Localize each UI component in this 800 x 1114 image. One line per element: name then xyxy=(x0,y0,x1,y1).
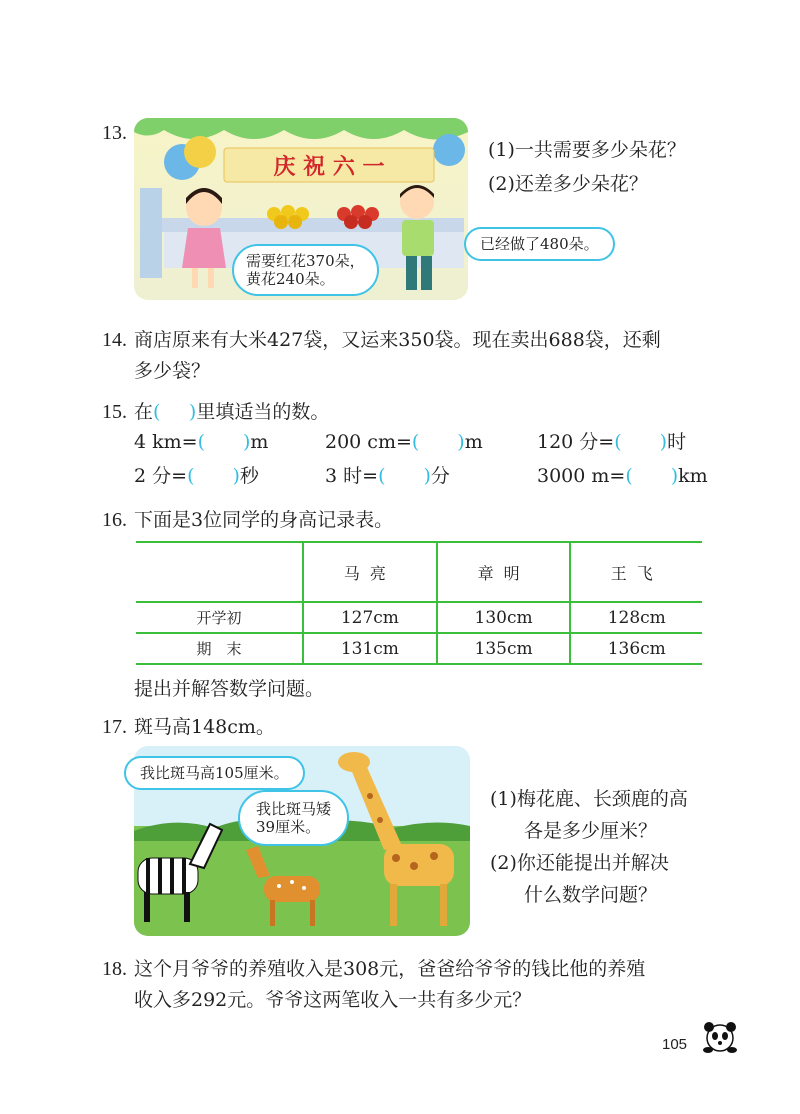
panda-icon xyxy=(700,1016,740,1060)
table-cell: 136cm xyxy=(570,633,702,664)
q17-sub2-line2: 什么数学问题？ xyxy=(524,884,658,906)
q14-line2: 多少袋？ xyxy=(134,360,211,382)
q17-text: 斑马高148cm。 xyxy=(134,716,275,738)
table-cell: 开学初 xyxy=(136,602,303,633)
answer-blank[interactable]: ( ) xyxy=(197,431,251,453)
q15-item-2 xyxy=(325,430,483,454)
q15-item-5-text: 3 时= xyxy=(325,465,379,487)
q18-line2: 收入多292元。爷爷这两笔收入一共有多少元？ xyxy=(134,989,532,1011)
q18-number: 18. xyxy=(102,958,127,980)
q15-item-1-unit: m xyxy=(250,431,269,453)
q15-item-4 xyxy=(134,464,259,488)
q14-number: 14. xyxy=(102,329,127,351)
q17-sub2-line1: (2)你还能提出并解决 xyxy=(490,852,669,874)
q15-intro-post: 里填适当的数。 xyxy=(196,401,330,423)
q15-item-5 xyxy=(325,464,450,488)
table-header-cell: 章明 xyxy=(437,542,571,602)
answer-blank[interactable]: ( ) xyxy=(411,431,465,453)
q16-intro: 下面是3位同学的身高记录表。 xyxy=(134,509,394,531)
deer-speech-bubble xyxy=(238,790,349,846)
boy-speech-bubble: 已经做了480朵。 xyxy=(464,227,615,261)
table-header-cell: 马亮 xyxy=(303,542,437,602)
q15-item-3 xyxy=(537,430,686,454)
q16-number: 16. xyxy=(102,509,127,531)
table-header-cell: 王飞 xyxy=(570,542,702,602)
deer-speech-line2: 39厘米。 xyxy=(256,818,321,836)
q13-number: 13. xyxy=(102,122,127,144)
q15-intro-pre: 在 xyxy=(134,401,154,423)
q15-item-5-unit: 分 xyxy=(430,465,450,487)
table-cell: 135cm xyxy=(437,633,571,664)
page-number: 105 xyxy=(662,1036,688,1053)
q17-number: 17. xyxy=(102,716,127,738)
answer-blank[interactable]: ( ) xyxy=(378,465,431,487)
girl-speech-bubble xyxy=(232,244,379,296)
deer-speech-line1: 我比斑马矮 xyxy=(256,800,332,818)
q15-item-2-unit: m xyxy=(464,431,483,453)
q15-item-6-unit: km xyxy=(678,465,708,487)
answer-blank[interactable]: ( ) xyxy=(187,465,240,487)
table-cell: 127cm xyxy=(303,602,437,633)
table-cell: 期 末 xyxy=(136,633,303,664)
q15-item-1-text: 4 km= xyxy=(134,431,198,453)
height-table xyxy=(136,541,702,665)
table-row xyxy=(136,602,702,633)
q17-sub1-line2: 各是多少厘米？ xyxy=(524,820,658,842)
example-blank: ( ) xyxy=(153,401,197,423)
q13-sub1: (1)一共需要多少朵花？ xyxy=(488,139,686,161)
q14-line1: 商店原来有大米427袋，又运来350袋。现在卖出688袋，还剩 xyxy=(134,329,661,351)
q15-item-3-unit: 时 xyxy=(667,431,687,453)
q13-sub2: (2)还差多少朵花？ xyxy=(488,173,648,195)
q16-prompt: 提出并解答数学问题。 xyxy=(134,678,325,700)
table-row xyxy=(136,633,702,664)
q15-item-1 xyxy=(134,430,268,454)
girl-speech-line2: 黄花240朵。 xyxy=(246,270,335,288)
q15-item-4-text: 2 分= xyxy=(134,465,188,487)
q15-item-6-text: 3000 m= xyxy=(537,465,626,487)
banner-text: 庆 祝 六 一 xyxy=(273,155,385,180)
girl-speech-line1: 需要红花370朵， xyxy=(246,252,365,270)
table-cell: 130cm xyxy=(437,602,571,633)
answer-blank[interactable]: ( ) xyxy=(625,465,679,487)
table-header-row xyxy=(136,542,702,602)
q18-line1: 这个月爷爷的养殖收入是308元，爸爸给爷爷的钱比他的养殖 xyxy=(134,958,646,980)
giraffe-speech-bubble: 我比斑马高105厘米。 xyxy=(124,756,305,790)
q15-intro xyxy=(134,400,329,424)
q15-item-2-text: 200 cm= xyxy=(325,431,412,453)
q17-sub1-line1: (1)梅花鹿、长颈鹿的高 xyxy=(490,788,688,810)
q15-number: 15. xyxy=(102,401,127,423)
answer-blank[interactable]: ( ) xyxy=(614,431,668,453)
q15-item-4-unit: 秒 xyxy=(239,465,259,487)
q15-item-3-text: 120 分= xyxy=(537,431,615,453)
q15-item-6 xyxy=(537,464,708,488)
table-header-cell xyxy=(136,542,303,602)
table-cell: 128cm xyxy=(570,602,702,633)
table-cell: 131cm xyxy=(303,633,437,664)
